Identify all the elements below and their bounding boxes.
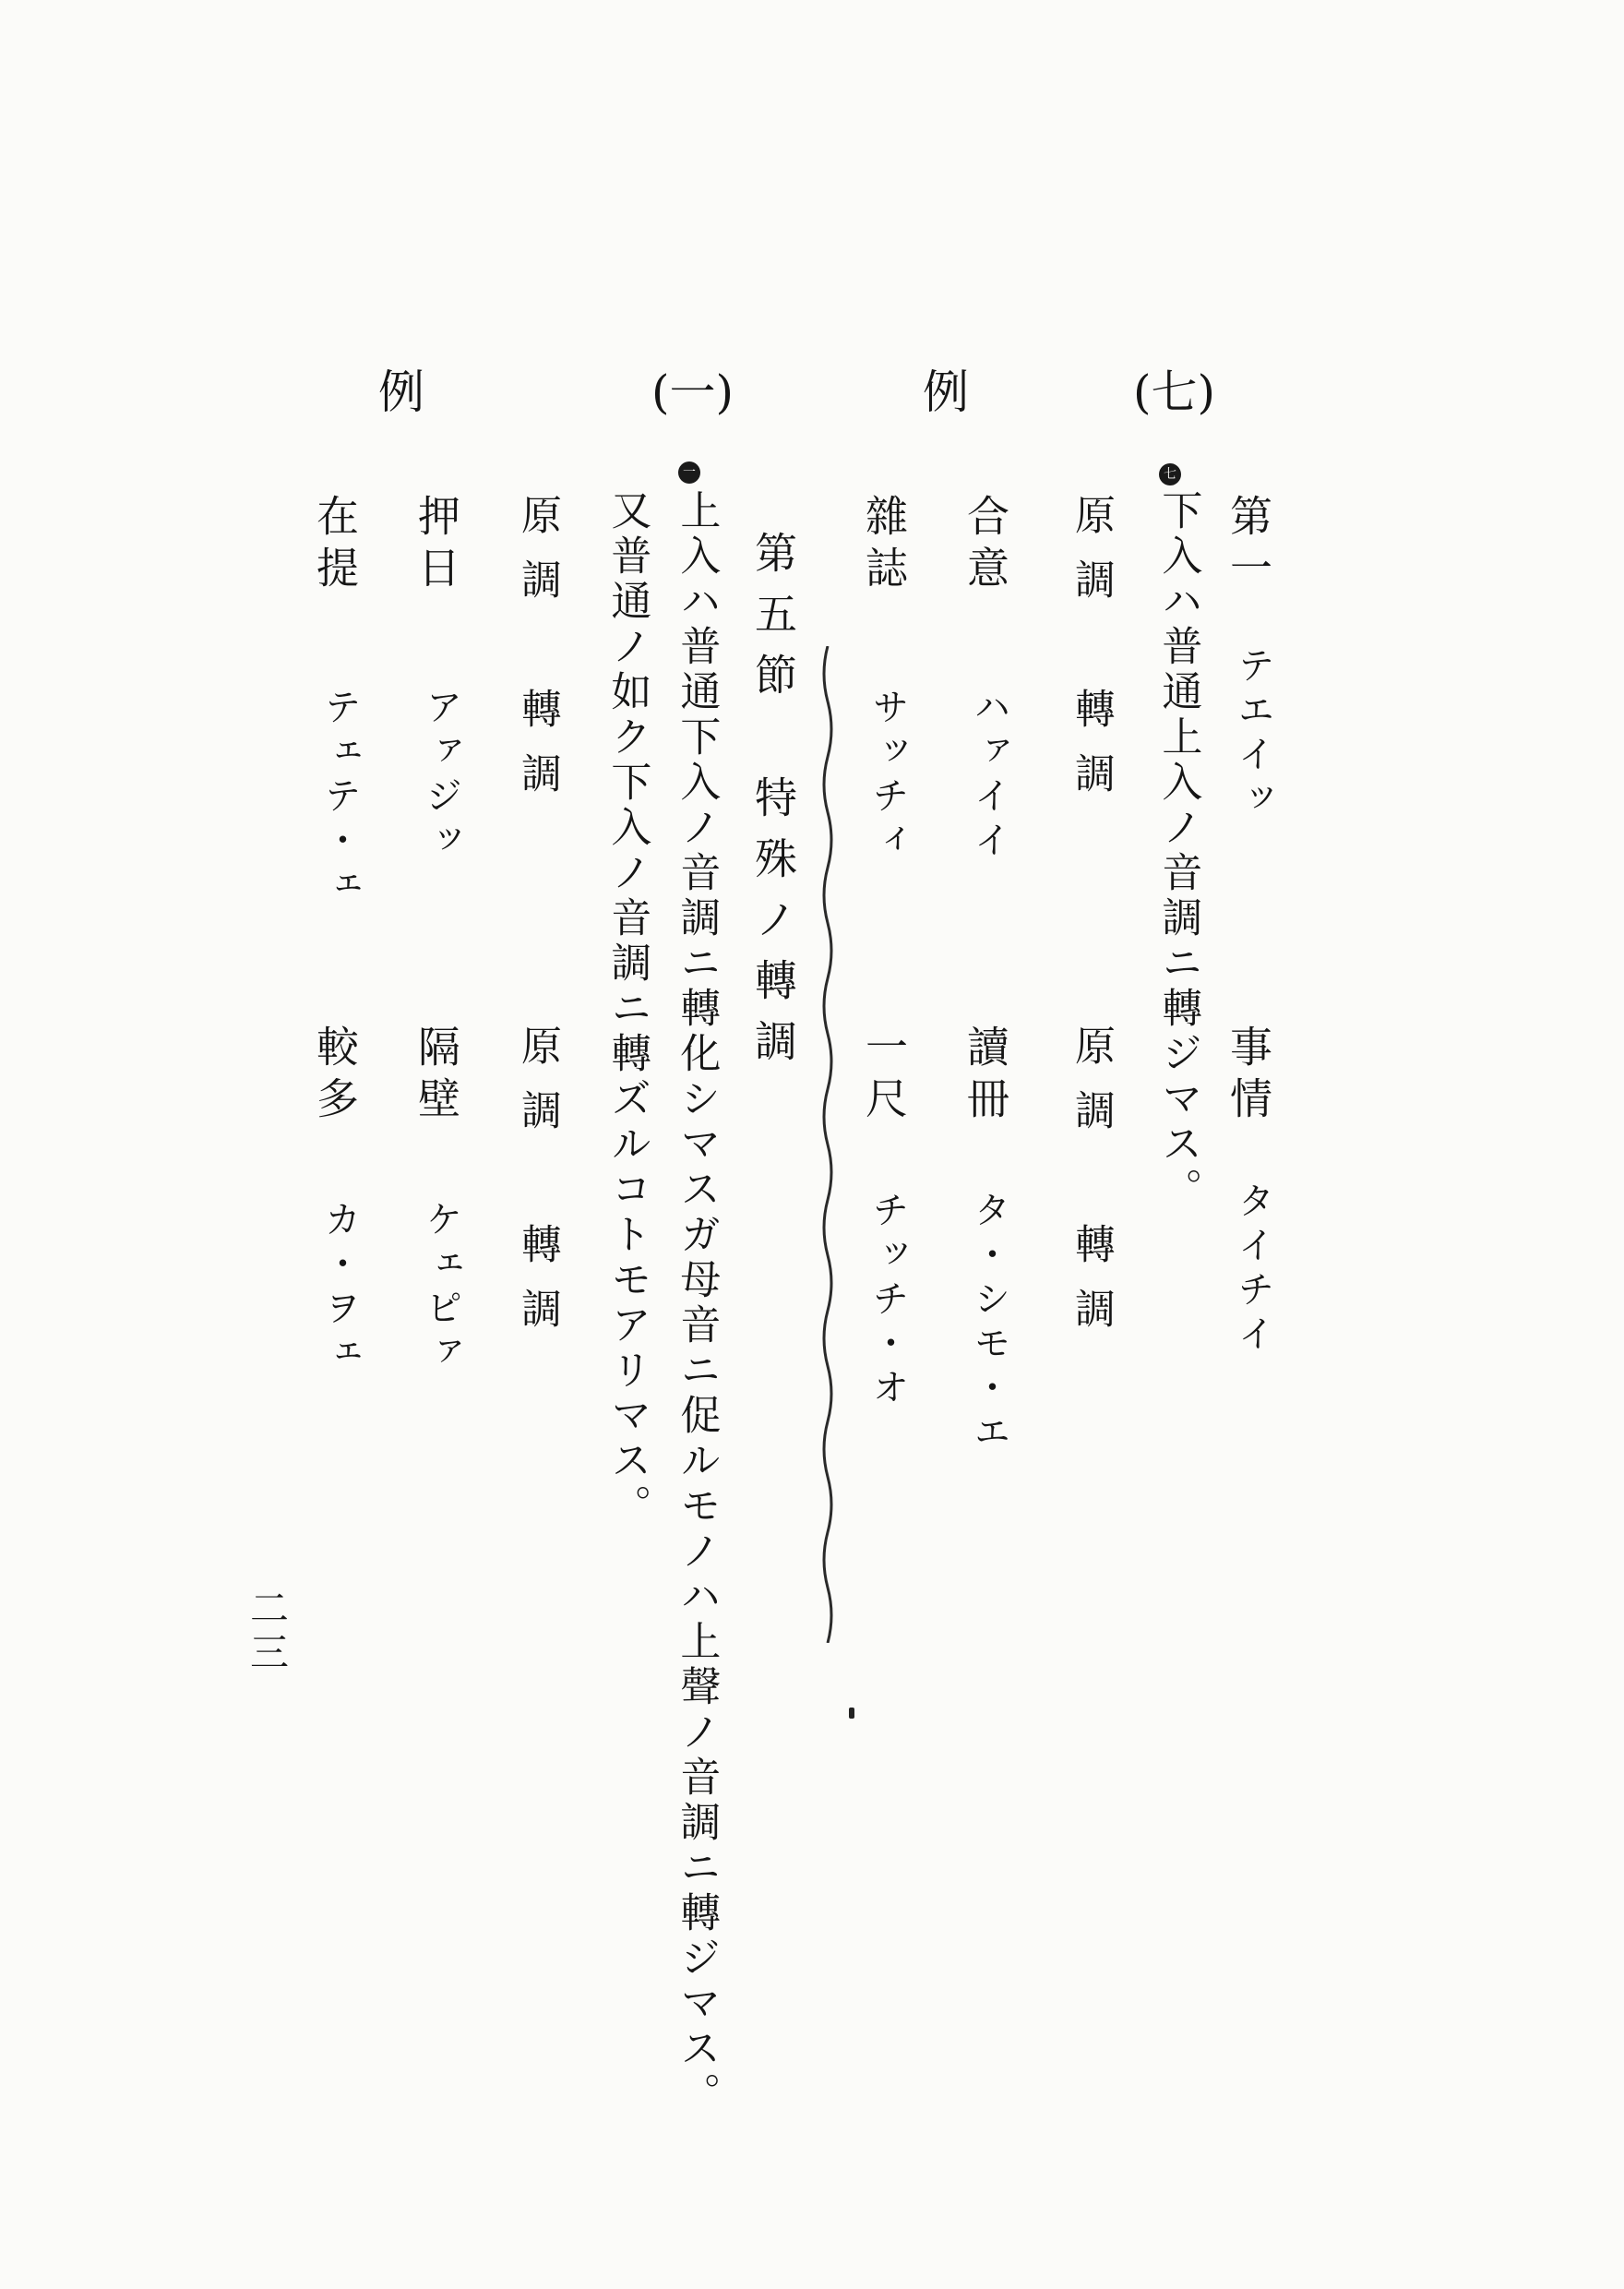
paren-label-seven: (七)	[1133, 366, 1216, 419]
word-turned: カ・ヲェ	[318, 1200, 361, 1377]
word-original: 押日	[412, 494, 461, 597]
rule-line-seven: 下入ハ普通上入ノ音調ニ轉ジマス。	[1154, 489, 1202, 1213]
word-original: 事情	[1224, 1025, 1273, 1128]
ink-speck	[849, 1708, 854, 1719]
wavy-divider	[817, 646, 839, 1643]
circle-marker-seven: 七	[1159, 463, 1181, 485]
section-subtitle: 特殊ノ轉調	[748, 775, 798, 1080]
column-header-turned: 轉調	[514, 1223, 561, 1352]
column-header-original: 原調	[1068, 494, 1115, 623]
word-turned: タイチイ	[1232, 1181, 1274, 1359]
word-original: 讀冊	[961, 1025, 1010, 1128]
circle-marker-one: 一	[678, 461, 700, 484]
column-header-original: 原調	[514, 494, 561, 623]
word-turned: アァジッ	[420, 688, 462, 865]
word-turned: サッチィ	[866, 688, 909, 865]
word-original: 第一	[1224, 494, 1273, 597]
word-turned: タ・シモ・エ	[968, 1191, 1010, 1456]
word-original: 合意	[961, 494, 1010, 597]
page-number: 二三	[245, 1588, 290, 1676]
rule-line-one: 上入ハ普通下入ノ音調ニ轉化シマスガ母音ニ促ルモノハ上聲ノ音調ニ轉ジマス。	[673, 489, 721, 2117]
word-original: 較多	[310, 1025, 360, 1128]
word-original: 雜誌	[859, 494, 909, 597]
example-label-seven: 例	[923, 366, 969, 419]
example-label-one: 例	[378, 366, 424, 419]
section-title: 第五節	[748, 531, 798, 713]
column-header-turned: 轉調	[514, 688, 561, 817]
word-turned: テェテ・ェ	[318, 688, 361, 909]
rule-line-one-continued: 又普通ノ如ク下入ノ音調ニ轉ズルコトモアリマス。	[603, 489, 651, 1529]
word-turned: テエイッ	[1232, 646, 1274, 823]
column-header-turned: 轉調	[1068, 1223, 1115, 1352]
word-turned: ケェピァ	[420, 1200, 462, 1377]
word-original: 一尺	[859, 1025, 909, 1128]
column-header-original: 原調	[514, 1025, 561, 1154]
column-header-turned: 轉調	[1068, 688, 1115, 817]
word-turned: チッチ・オ	[866, 1191, 909, 1412]
column-header-original: 原調	[1068, 1025, 1115, 1154]
paren-label-one: (一)	[651, 366, 734, 419]
word-original: 隔壁	[412, 1025, 461, 1128]
word-turned: ハァイイ	[968, 688, 1010, 865]
word-original: 在提	[310, 494, 360, 597]
